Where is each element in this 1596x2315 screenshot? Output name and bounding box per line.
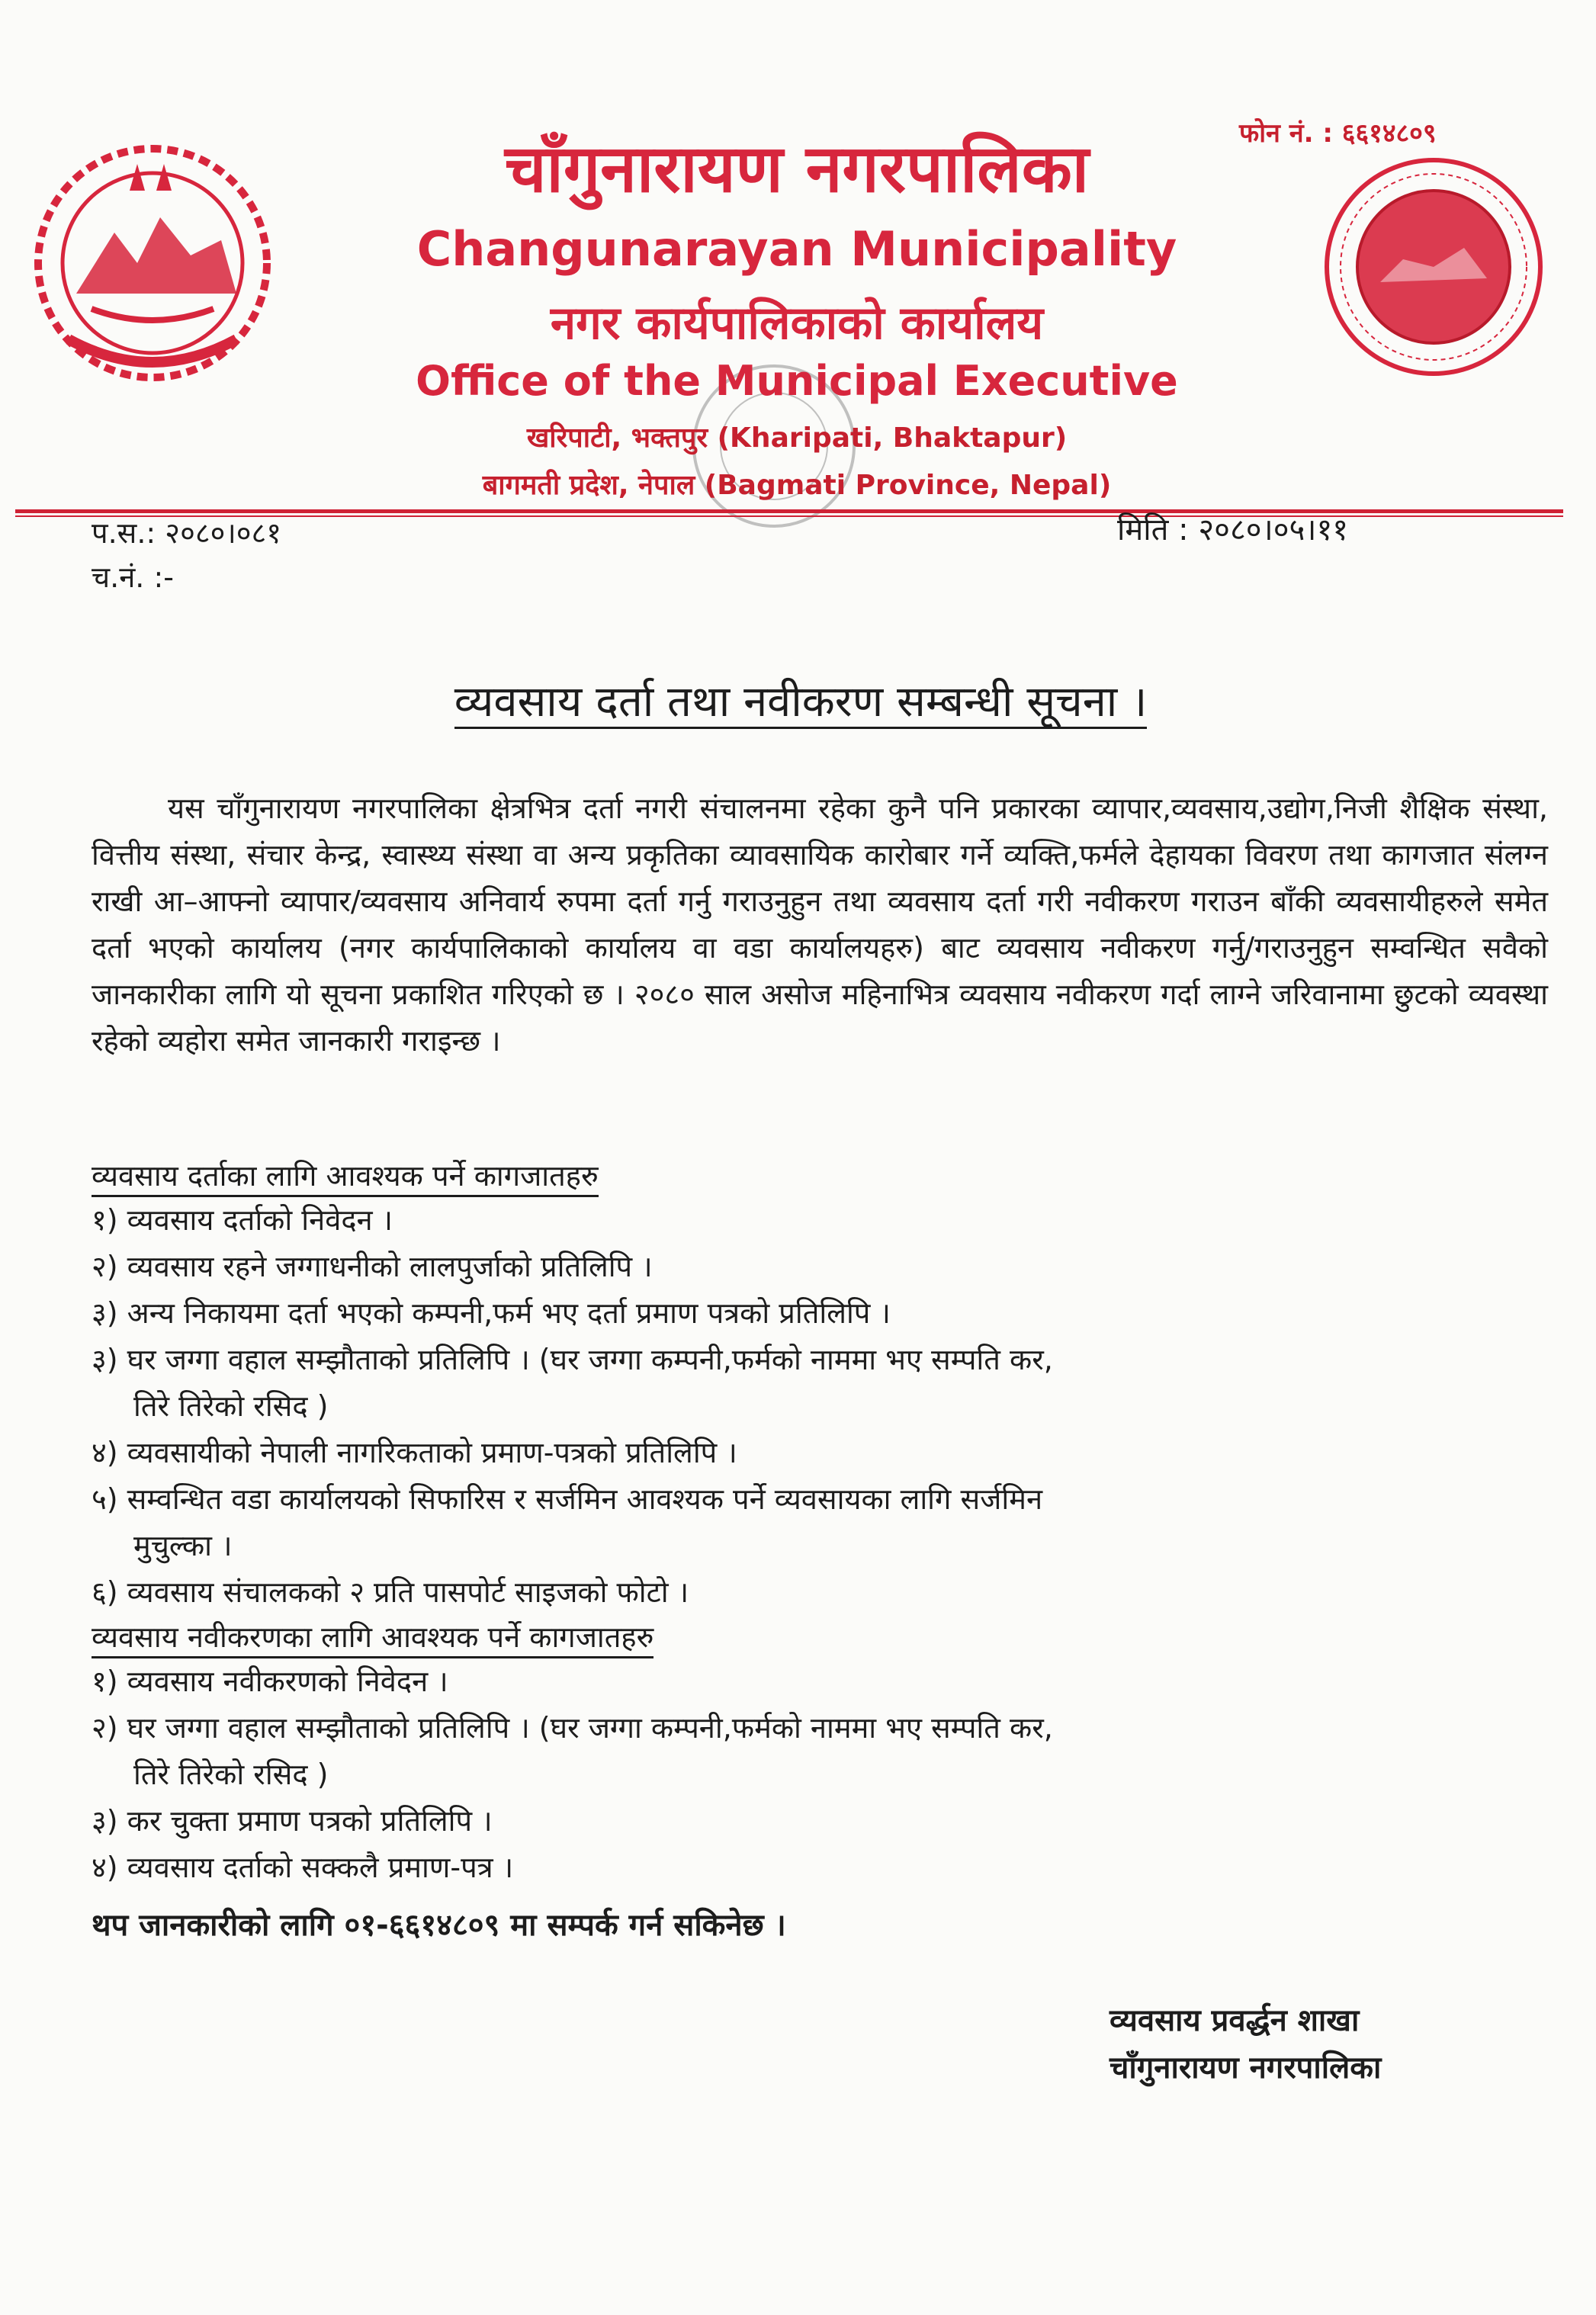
list-item: ६) व्यवसाय संचालकको २ प्रति पासपोर्ट साइजको फोटो । <box>92 1575 689 1609</box>
registration-section <box>92 1155 1548 1616</box>
list-item: ४) व्यवसायीको नेपाली नागरिकताको प्रमाण-पत्रको प्रतिलिपि । <box>92 1436 737 1469</box>
signature-branch: व्यवसाय प्रवर्द्धन शाखा <box>1109 2003 1360 2038</box>
renewal-section <box>92 1617 1548 1891</box>
registration-list <box>92 1197 1548 1616</box>
signature-org: चाँगुनारायण नगरपालिका <box>1109 2050 1382 2085</box>
address-line-1: खरिपाटी, भक्तपुर (Kharipati, Bhaktapur) <box>526 422 1068 454</box>
nepal-emblem-icon <box>23 133 282 393</box>
reference-number: प.स.: २०८०।०८१ <box>92 516 282 550</box>
list-item: ३) घर जग्गा वहाल सम्झौताको प्रतिलिपि । (घर जग्गा कम्पनी,फर्मको नाममा भए सम्पति कर, <box>92 1343 1053 1376</box>
letter-date: मिति : २०८०।०५।११ <box>1117 512 1349 547</box>
municipality-name-en: Changunarayan Municipality <box>416 221 1177 277</box>
list-item: १) व्यवसाय दर्ताको निवेदन । <box>92 1203 393 1237</box>
renewal-heading: व्यवसाय नवीकरणका लागि आवश्यक पर्ने कागजातहरु <box>92 1617 653 1658</box>
notice-body: यस चाँगुनारायण नगरपालिका क्षेत्रभित्र दर्ता नगरी संचालनमा रहेका कुनै पनि प्रकारका व्यापार,व्यवसाय,उद्योग,निजी शैक्षिक संस्था, वित्तीय संस्था, संचार केन्द्र, स्वास्थ्य संस्था वा अन्य प्रकृतिका व्यावसायिक कारोबार गर्ने व्यक्ति,फर्मले देहायका विवरण तथा कागजात संलग्न राखी आ–आफ्नो व्यापार/व्यवसाय अनिवार्य रुपमा दर्ता गर्नु गराउनुहुन तथा व्यवसाय दर्ता गरी नवीकरण गराउन बाँकी व्यवसायीहरुले समेत दर्ता भएको कार्यालय (नगर कार्यपालिकाको कार्यालय वा वडा कार्यालयहरु) बाट व्यवसाय नवीकरण गर्नु/गराउनुहुन सम्वन्धित सवैको जानकारीका लागि यो सूचना प्रकाशित गरिएको छ । २०८० साल असोज महिनाभित्र व्यवसाय नवीकरण गर्दा लाग्ने जरिवानामा छुटको व्यवस्था रहेको व्यहोरा समेत जानकारी गराइन्छ । <box>92 791 1548 1058</box>
municipality-seal-icon <box>1319 153 1548 381</box>
list-item: ४) व्यवसाय दर्ताको सक्कलै प्रमाण-पत्र । <box>92 1851 514 1884</box>
office-name-en: Office of the Municipal Executive <box>416 357 1178 405</box>
list-item: ३) अन्य निकायमा दर्ता भएको कम्पनी,फर्म भए दर्ता प्रमाण पत्रको प्रतिलिपि । <box>92 1296 891 1330</box>
phone-number: फोन नं. : ६६१४८०९ <box>1239 118 1437 149</box>
list-item: तिरे तिरेको रसिद ) <box>133 1389 329 1423</box>
address-line-2: बागमती प्रदेश, नेपाल (Bagmati Province, Nepal) <box>482 470 1112 501</box>
list-item: १) व्यवसाय नवीकरणको निवेदन । <box>92 1665 448 1698</box>
dispatch-number: च.नं. :- <box>92 560 174 594</box>
list-item: ५) सम्वन्धित वडा कार्यालयको सिफारिस र सर्जमिन आवश्यक पर्ने व्यवसायका लागि सर्जमिन <box>92 1482 1043 1516</box>
list-item: ३) कर चुक्ता प्रमाण पत्रको प्रतिलिपि । <box>92 1804 493 1838</box>
renewal-list <box>92 1658 1548 1891</box>
contact-line: थप जानकारीको लागि ०१-६६१४८०९ मा सम्पर्क गर्न सकिनेछ । <box>92 1908 786 1943</box>
list-item: तिरे तिरेको रसिद ) <box>133 1758 329 1791</box>
notice-title-wrap <box>153 671 1449 729</box>
notice-title: व्यवसाय दर्ता तथा नवीकरण सम्बन्धी सूचना । <box>454 677 1148 729</box>
list-item: २) घर जग्गा वहाल सम्झौताको प्रतिलिपि । (घर जग्गा कम्पनी,फर्मको नाममा भए सम्पति कर, <box>92 1711 1053 1745</box>
office-name-np: नगर कार्यपालिकाको कार्यालय <box>550 297 1044 350</box>
municipality-name-np: चाँगुनारायण नगरपालिका <box>504 131 1090 207</box>
registration-heading: व्यवसाय दर्ताका लागि आवश्यक पर्ने कागजातहरु <box>92 1155 599 1197</box>
list-item: २) व्यवसाय रहने जग्गाधनीको लालपुर्जाको प्रतिलिपि । <box>92 1250 653 1283</box>
list-item: मुचुल्का । <box>133 1529 233 1562</box>
